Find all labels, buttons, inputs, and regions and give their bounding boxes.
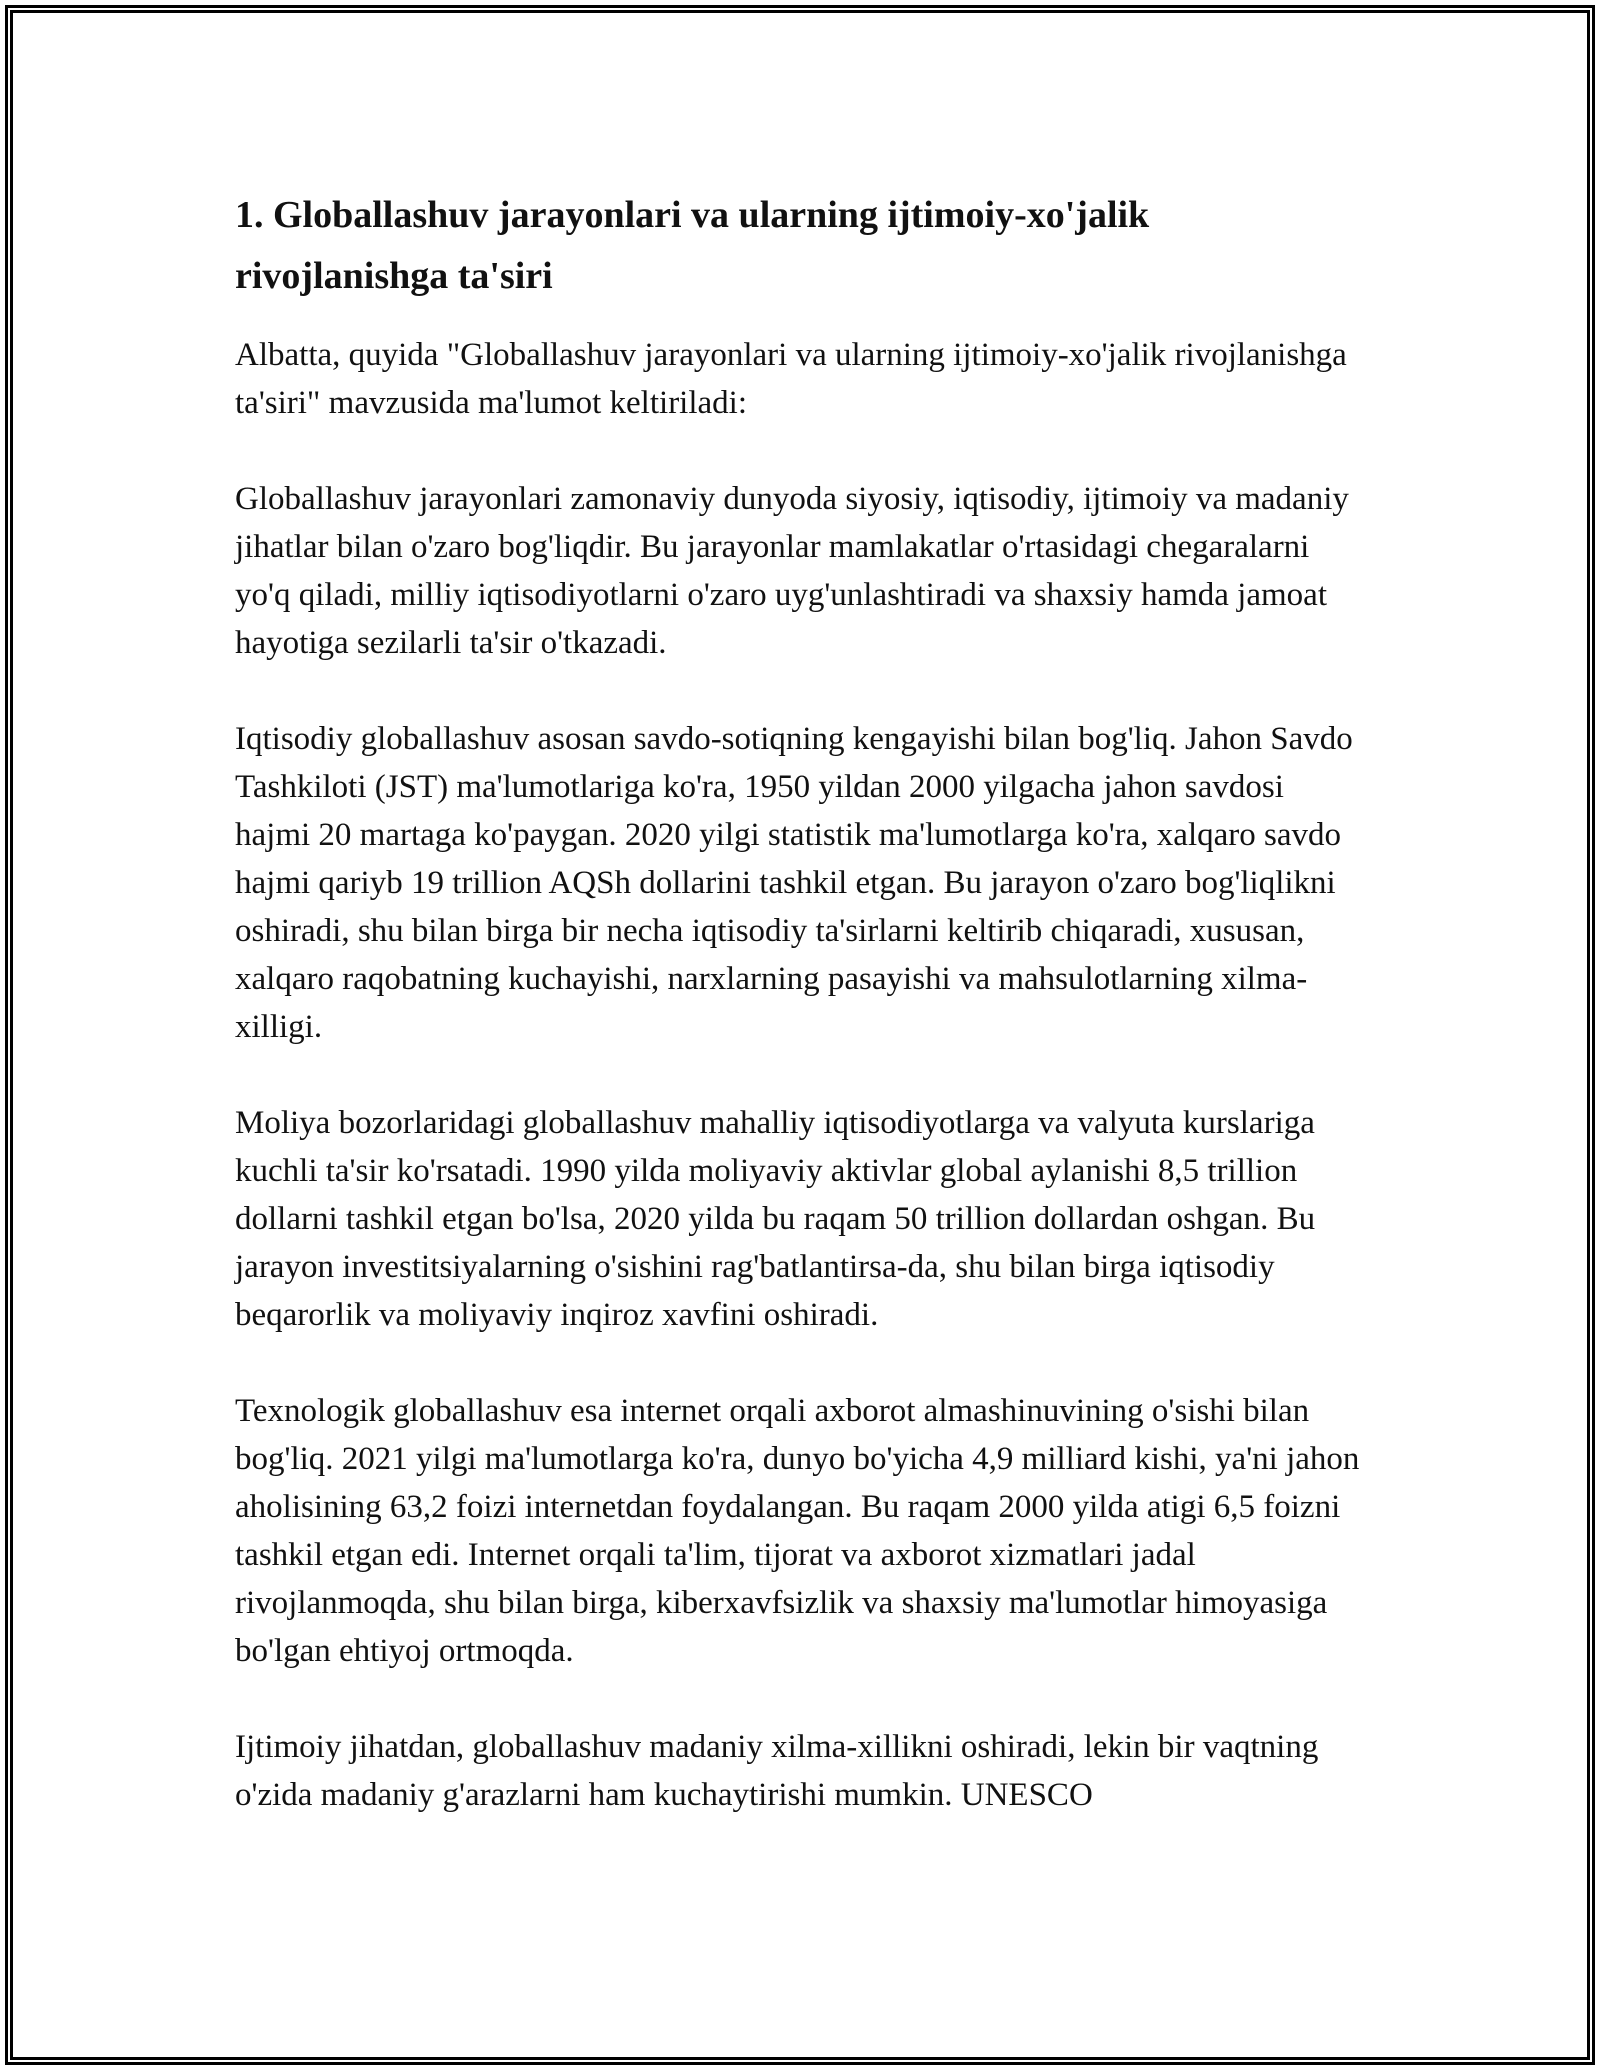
- paragraph-financial-markets: Moliya bozorlaridagi globallashuv mahalliy iqtisodiyotlarga va valyuta kurslariga kuchli ta'sir ko'rsatadi. 1990 yilda moliyaviy aktivlar global aylanishi 8,5 trillion dollarni tashkil etgan bo'lsa, 2020 yilda bu raqam 50 trillion dollardan oshgan. Bu jarayon investitsiyalarning o'sishini rag'batlantirsa-da, shu bilan birga iqtisodiy beqarorlik va moliyaviy inqiroz xavfini oshiradi.: [235, 1105, 1316, 1333]
- paragraph-economic-globalization: Iqtisodiy globallashuv asosan savdo-sotiqning kengayishi bilan bog'liq. Jahon Savdo Tashkiloti (JST) ma'lumotlariga ko'ra, 1950 yildan 2000 yilgacha jahon savdosi hajmi 20 martaga ko'paygan. 2020 yilgi statistik ma'lumotlarga ko'ra, xalqaro savdo hajmi qariyb 19 trillion AQSh dollarini tashkil etgan. Bu jarayon o'zaro bog'liqlikni oshiradi, shu bilan birga bir necha iqtisodiy ta'sirlarni keltirib chiqaradi, xususan, xalqaro raqobatning kuchayishi, narxlarning pasayishi va mahsulotlarning xilma-xilligi.: [235, 721, 1353, 1045]
- document-body: [235, 185, 1365, 1819]
- paragraph-globalization-overview: Globallashuv jarayonlari zamonaviy dunyoda siyosiy, iqtisodiy, ijtimoiy va madaniy jihatlar bilan o'zaro bog'liqdir. Bu jarayonlar mamlakatlar o'rtasidagi chegaralarni yo'q qiladi, milliy iqtisodiyotlarni o'zaro uyg'unlashtiradi va shaxsiy hamda jamoat hayotiga sezilarli ta'sir o'tkazadi.: [235, 481, 1349, 661]
- paragraph-technological-globalization: Texnologik globallashuv esa internet orqali axborot almashinuvining o'sishi bilan bog'liq. 2021 yilgi ma'lumotlarga ko'ra, dunyo bo'yicha 4,9 milliard kishi, ya'ni jahon aholisining 63,2 foizi internetdan foydalangan. Bu raqam 2000 yilda atigi 6,5 foizni tashkil etgan edi. Internet orqali ta'lim, tijorat va axborot xizmatlari jadal rivojlanmoqda, shu bilan birga, kiberxavfsizlik va shaxsiy ma'lumotlar himoyasiga bo'lgan ehtiyoj ortmoqda.: [235, 1393, 1360, 1669]
- section-title: 1. Globallashuv jarayonlari va ularning ijtimoiy-xo'jalik rivojlanishga ta'siri: [235, 194, 1150, 297]
- paragraph-social-aspects: Ijtimoiy jihatdan, globallashuv madaniy xilma-xillikni oshiradi, lekin bir vaqtning o'zida madaniy g'arazlarni ham kuchaytirishi mumkin. UNESCO: [235, 1729, 1319, 1813]
- intro-paragraph: Albatta, quyida "Globallashuv jarayonlari va ularning ijtimoiy-xo'jalik rivojlanishga ta'siri" mavzusida ma'lumot keltiriladi:: [235, 337, 1347, 421]
